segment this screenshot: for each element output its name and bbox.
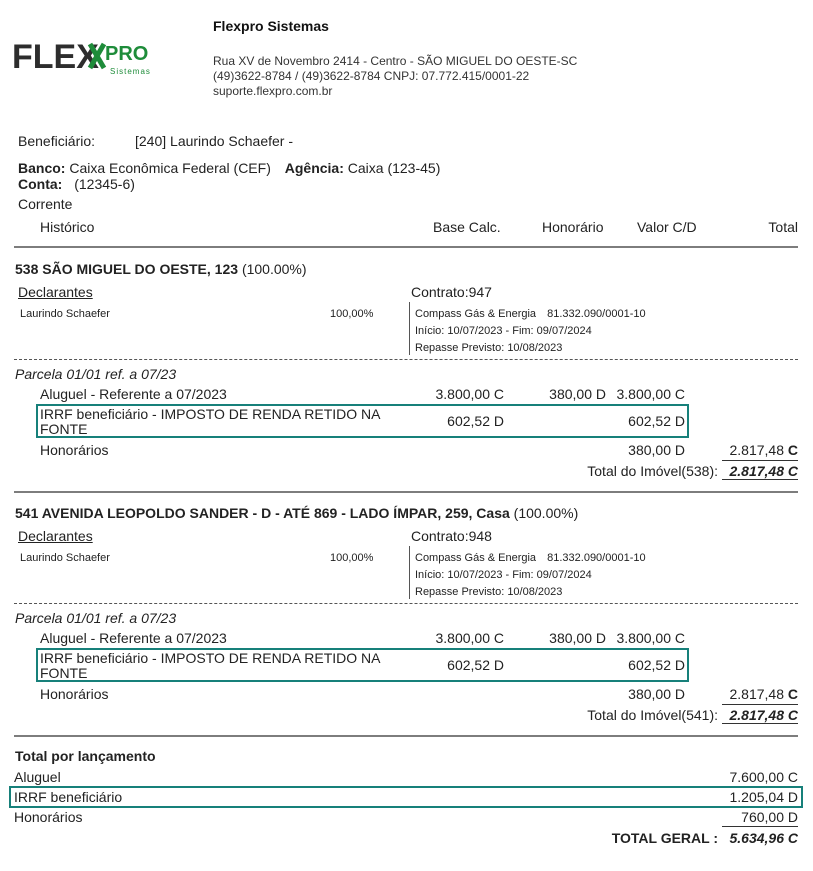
col-valor-cd: Valor C/D — [637, 219, 697, 235]
tenant-line — [415, 552, 646, 564]
grand-total-underline — [722, 826, 798, 827]
honorarios-total — [729, 686, 798, 702]
property-total-label: Total do Imóvel(541): — [587, 707, 718, 723]
property-title-text: 541 AVENIDA LEOPOLDO SANDER - D - ATÉ 869 - LADO ÍMPAR, 259, Casa — [15, 505, 510, 521]
summary-title: Total por lançamento — [15, 748, 156, 764]
property-total-label: Total do Imóvel(538): — [587, 463, 718, 479]
contrato-label: Contrato:947 — [411, 284, 492, 300]
aluguel-honorario: 380,00 D — [549, 630, 606, 646]
col-total: Total — [768, 219, 798, 235]
tenant-cnpj: 81.332.090/0001-10 — [547, 308, 646, 320]
declarante-pct: 100,00% — [330, 308, 374, 320]
irrf-label-line1: IRRF beneficiário - IMPOSTO DE RENDA RETIDO NA — [40, 650, 381, 666]
summary-row-label: Honorários — [14, 809, 83, 825]
irrf-base: 602,52 D — [447, 413, 504, 429]
agency-value: Caixa (123-45) — [347, 160, 441, 176]
property-percent: (100.00%) — [513, 505, 579, 521]
honorarios-label: Honorários — [40, 442, 109, 458]
tenant-name: Compass Gás & Energia — [415, 308, 537, 320]
declarante-name: Laurindo Schaefer — [20, 308, 110, 320]
section-divider — [14, 603, 798, 604]
company-address: Rua XV de Novembro 2414 - Centro - SÃO MIGUEL DO OESTE-SC — [213, 54, 578, 68]
account-value: (12345-6) — [74, 176, 135, 192]
aluguel-valor: 3.800,00 C — [616, 630, 685, 646]
company-email: suporte.flexpro.com.br — [213, 84, 333, 98]
beneficiary-value: [240] Laurindo Schaefer - — [135, 133, 293, 149]
parcela-label: Parcela 01/01 ref. a 07/23 — [15, 610, 177, 626]
tenant-cnpj: 81.332.090/0001-10 — [547, 552, 646, 564]
contract-period: Início: 10/07/2023 - Fim: 09/07/2024 — [415, 325, 592, 337]
declarantes-label: Declarantes — [18, 284, 93, 300]
parcela-label: Parcela 01/01 ref. a 07/23 — [15, 366, 177, 382]
total-underline-bottom — [722, 723, 798, 724]
declarante-pct: 100,00% — [330, 552, 374, 564]
irrf-label-line2: FONTE — [40, 421, 88, 437]
contrato-label: Contrato:948 — [411, 528, 492, 544]
company-phones-cnpj: (49)3622-8784 / (49)3622-8784 CNPJ: 07.772.415/0001-22 — [213, 69, 530, 83]
summary-row-value: 1.205,04 D — [729, 789, 798, 805]
contract-divider — [409, 302, 410, 355]
property-divider — [14, 735, 798, 737]
total-underline — [722, 704, 798, 705]
irrf-base: 602,52 D — [447, 657, 504, 673]
property-title — [15, 505, 578, 521]
property-divider — [14, 491, 798, 493]
contract-period: Início: 10/07/2023 - Fim: 09/07/2024 — [415, 569, 592, 581]
repasse-date: Repasse Previsto: 10/08/2023 — [415, 586, 563, 598]
aluguel-base: 3.800,00 C — [435, 630, 504, 646]
honorarios-total-cd: C — [787, 442, 798, 458]
aluguel-label: Aluguel - Referente a 07/2023 — [40, 386, 227, 402]
col-honorario: Honorário — [542, 219, 604, 235]
col-historico: Histórico — [40, 219, 95, 235]
total-underline — [722, 460, 798, 461]
honorarios-label: Honorários — [40, 686, 109, 702]
account-type: Corrente — [18, 196, 73, 212]
summary-row-label: IRRF beneficiário — [14, 789, 123, 805]
declarantes-label: Declarantes — [18, 528, 93, 544]
bank-line — [18, 160, 440, 176]
repasse-date: Repasse Previsto: 10/08/2023 — [415, 342, 563, 354]
summary-row-value: 760,00 D — [741, 809, 798, 825]
honorarios-value: 380,00 D — [628, 442, 685, 458]
honorarios-total-value: 2.817,48 — [729, 442, 784, 458]
bank-label: Banco: — [18, 160, 66, 176]
aluguel-label: Aluguel - Referente a 07/2023 — [40, 630, 227, 646]
declarante-name: Laurindo Schaefer — [20, 552, 110, 564]
honorarios-total-cd: C — [787, 686, 798, 702]
property-percent: (100.00%) — [241, 261, 307, 277]
summary-row-label: Aluguel — [14, 769, 61, 785]
irrf-label-line2: FONTE — [40, 665, 88, 681]
property-total-value: 2.817,48 C — [729, 463, 798, 479]
honorarios-value: 380,00 D — [628, 686, 685, 702]
logo-flex-text: FLEX — [12, 38, 99, 76]
flexpro-logo — [12, 38, 152, 80]
irrf-label-line1: IRRF beneficiário - IMPOSTO DE RENDA RETIDO NA — [40, 406, 381, 422]
logo-sub-text: Sistemas — [110, 67, 151, 76]
header-divider — [14, 246, 798, 248]
irrf-valor: 602,52 D — [628, 413, 685, 429]
company-name: Flexpro Sistemas — [213, 18, 329, 34]
col-base-calc: Base Calc. — [433, 219, 501, 235]
contract-divider — [409, 546, 410, 599]
aluguel-valor: 3.800,00 C — [616, 386, 685, 402]
section-divider — [14, 359, 798, 360]
account-label: Conta: — [18, 176, 63, 192]
honorarios-total-value: 2.817,48 — [729, 686, 784, 702]
grand-total-label: TOTAL GERAL : — [611, 830, 718, 846]
irrf-valor: 602,52 D — [628, 657, 685, 673]
logo-pro-text: PRO — [105, 43, 149, 65]
summary-row-value: 7.600,00 C — [729, 769, 798, 785]
property-total-value: 2.817,48 C — [729, 707, 798, 723]
agency-label: Agência: — [284, 160, 344, 176]
beneficiary-label: Beneficiário: — [18, 133, 96, 149]
irrf-summary-highlight-box — [9, 786, 803, 808]
account-line — [18, 176, 135, 192]
grand-total-value: 5.634,96 C — [729, 830, 798, 846]
honorarios-total — [729, 442, 798, 458]
bank-value: Caixa Econômica Federal (CEF) — [69, 160, 271, 176]
property-title-text: 538 SÃO MIGUEL DO OESTE, 123 — [15, 261, 239, 277]
tenant-name: Compass Gás & Energia — [415, 552, 537, 564]
property-title — [15, 261, 307, 277]
total-underline-bottom — [722, 479, 798, 480]
aluguel-base: 3.800,00 C — [435, 386, 504, 402]
aluguel-honorario: 380,00 D — [549, 386, 606, 402]
tenant-line — [415, 308, 646, 320]
